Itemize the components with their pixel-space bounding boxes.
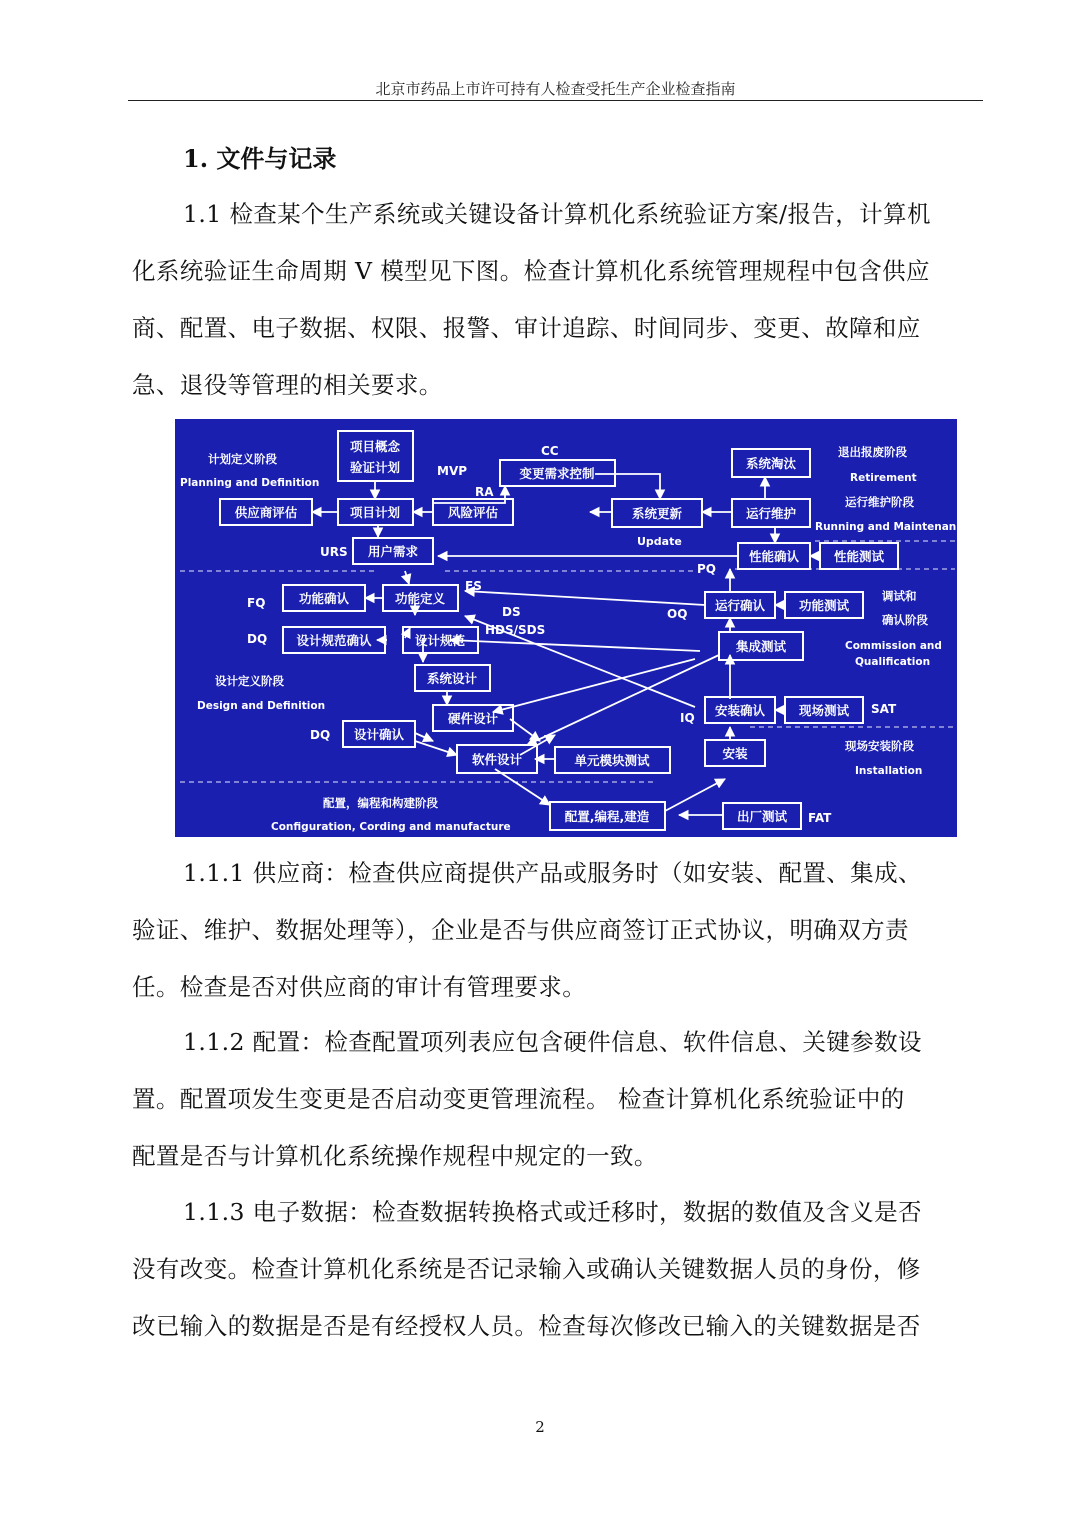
paragraph-line: 没有改变。检查计算机化系统是否记录输入或确认关键数据人员的身份，修 bbox=[132, 1255, 921, 1283]
box-system-retire: 系统淘汰 bbox=[745, 456, 797, 471]
box-change-control: 变更需求控制 bbox=[519, 466, 595, 481]
box-design-confirm: 设计确认 bbox=[353, 727, 405, 742]
box-integration-test: 集成测试 bbox=[735, 639, 787, 654]
paragraph-1-1-2 bbox=[132, 1014, 980, 1185]
paragraph-line: 验证、维护、数据处理等），企业是否与供应商签订正式协议，明确双方责 bbox=[132, 916, 909, 944]
box-risk-eval: 风险评估 bbox=[447, 505, 499, 520]
stage-installation-cn: 现场安装阶段 bbox=[845, 739, 914, 753]
v-model-diagram bbox=[175, 419, 957, 837]
paragraph-line: 1.1.1 供应商：检查供应商提供产品或服务时（如安装、配置、集成、 bbox=[183, 859, 922, 887]
tag-ds: DS bbox=[502, 605, 521, 619]
box-hardware-design: 硬件设计 bbox=[447, 711, 499, 726]
tag-hds-sds: HDS/SDS bbox=[485, 623, 546, 637]
paragraph-line: 置。配置项发生变更是否启动变更管理流程。 检查计算机化系统验证中的 bbox=[132, 1085, 905, 1113]
box-user-req: 用户需求 bbox=[367, 544, 419, 559]
tag-oq: OQ bbox=[667, 607, 688, 621]
paragraph-line: 急、退役等管理的相关要求。 bbox=[132, 371, 443, 399]
paragraph-line: 改已输入的数据是否是有经授权人员。检查每次修改已输入的关键数据是否 bbox=[132, 1312, 921, 1340]
paragraph-line: 配置是否与计算机化系统操作规程中规定的一致。 bbox=[132, 1142, 658, 1170]
stage-retirement-en: Retirement bbox=[850, 472, 917, 484]
tag-dq-upper: DQ bbox=[247, 632, 268, 646]
paragraph-1-1-3 bbox=[132, 1184, 980, 1355]
tag-urs: URS bbox=[320, 545, 348, 559]
page-number: 2 bbox=[535, 1418, 545, 1436]
stage-commission-cn-1: 调试和 bbox=[882, 589, 917, 603]
paragraph-1-1-1 bbox=[132, 845, 980, 1016]
running-header: 北京市药品上市许可持有人检查受托生产企业检查指南 bbox=[375, 80, 736, 98]
box-perf-test: 性能测试 bbox=[833, 549, 885, 564]
box-design-spec: 设计规范 bbox=[414, 633, 466, 648]
paragraph-line: 1.1.2 配置：检查配置项列表应包含硬件信息、软件信息、关键参数设 bbox=[183, 1028, 922, 1056]
stage-commission-en-1: Commission and bbox=[845, 640, 942, 652]
stage-design-cn: 设计定义阶段 bbox=[215, 674, 284, 688]
tag-sat: SAT bbox=[871, 702, 897, 716]
paragraph-line: 化系统验证生命周期 V 模型见下图。检查计算机化系统管理规程中包含供应 bbox=[132, 257, 930, 285]
stage-planning-cn: 计划定义阶段 bbox=[208, 452, 277, 466]
box-concept-line2: 验证计划 bbox=[349, 460, 401, 475]
stage-configuration-en: Configuration, Cording and manufacture bbox=[271, 821, 511, 833]
tag-iq: IQ bbox=[680, 711, 695, 725]
box-software-design: 软件设计 bbox=[471, 752, 523, 767]
box-run-maint: 运行维护 bbox=[745, 506, 797, 521]
stage-running-cn: 运行维护阶段 bbox=[845, 495, 914, 509]
paragraph-line: 任。检查是否对供应商的审计有管理要求。 bbox=[132, 973, 587, 1001]
stage-commission-cn-2: 确认阶段 bbox=[882, 613, 928, 627]
tag-ra: RA bbox=[475, 485, 494, 499]
stage-design-en: Design and Definition bbox=[197, 700, 326, 712]
box-site-test: 现场测试 bbox=[798, 703, 850, 718]
paragraph-1-1 bbox=[132, 186, 980, 414]
paragraph-line: 1.1.3 电子数据：检查数据转换格式或迁移时，数据的数值及含义是否 bbox=[183, 1198, 922, 1226]
box-supplier-eval: 供应商评估 bbox=[234, 505, 298, 520]
box-system-design: 系统设计 bbox=[426, 671, 478, 686]
box-install: 安装 bbox=[722, 746, 748, 761]
tag-mvp: MVP bbox=[437, 464, 468, 478]
box-system-update: 系统更新 bbox=[631, 506, 683, 521]
tag-pq: PQ bbox=[697, 562, 716, 576]
paragraph-line: 商、配置、电子数据、权限、报警、审计追踪、时间同步、变更、故障和应 bbox=[132, 314, 921, 342]
section-title: 1. 文件与记录 bbox=[183, 144, 337, 173]
box-perf-confirm: 性能确认 bbox=[748, 549, 800, 564]
box-func-test: 功能测试 bbox=[798, 598, 850, 613]
stage-planning-en: Planning and Definition bbox=[180, 477, 320, 489]
box-func-define: 功能定义 bbox=[394, 591, 446, 606]
tag-fat: FAT bbox=[808, 811, 832, 825]
stage-running-en: Running and Maintenan bbox=[815, 521, 957, 533]
tag-update: Update bbox=[637, 535, 682, 548]
stage-configuration-cn: 配置，编程和构建阶段 bbox=[323, 796, 438, 810]
tag-fq: FQ bbox=[247, 596, 266, 610]
paragraph-line: 1.1 检查某个生产系统或关键设备计算机化系统验证方案/报告，计算机 bbox=[183, 200, 931, 228]
box-install-confirm: 安装确认 bbox=[714, 703, 766, 718]
tag-fs: FS bbox=[465, 579, 482, 593]
box-design-spec-confirm: 设计规范确认 bbox=[296, 633, 372, 648]
tag-dq-lower: DQ bbox=[310, 728, 331, 742]
stage-installation-en: Installation bbox=[855, 765, 923, 777]
box-factory-test: 出厂测试 bbox=[736, 809, 788, 824]
box-project-plan: 项目计划 bbox=[349, 505, 401, 520]
box-config-build: 配置,编程,建造 bbox=[564, 809, 650, 824]
box-concept-line1: 项目概念 bbox=[349, 439, 401, 454]
tag-cc: CC bbox=[541, 444, 559, 458]
box-run-confirm: 运行确认 bbox=[714, 598, 766, 613]
box-func-confirm: 功能确认 bbox=[298, 591, 350, 606]
box-unit-test: 单元模块测试 bbox=[574, 753, 650, 768]
stage-commission-en-2: Qualification bbox=[855, 656, 931, 668]
header-rule bbox=[128, 100, 983, 101]
stage-retirement-cn: 退出报废阶段 bbox=[838, 445, 907, 459]
